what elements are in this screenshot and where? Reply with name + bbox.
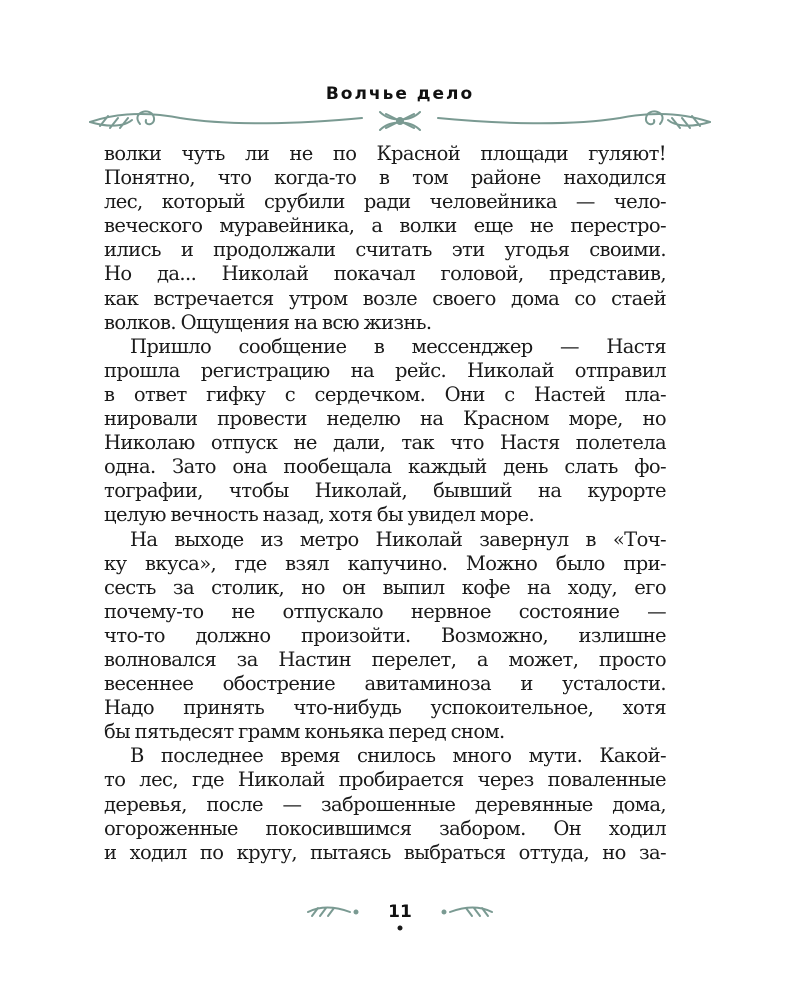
text-line: и ходил по кругу, пытаясь выбраться оттуда, но за-	[104, 840, 666, 864]
text-line: волновался за Настин перелет, а может, просто	[104, 647, 666, 671]
text-line: что-то должно произойти. Возможно, излишне	[104, 623, 666, 647]
page-number: 11	[388, 902, 412, 922]
text-line: почему-то не отпускало нервное состояние —	[104, 599, 666, 623]
text-line: весеннее обострение авитаминоза и усталости.	[104, 672, 666, 696]
text-line: Надо принять что-нибудь успокоительное, хотя	[104, 696, 666, 720]
text-line: На выходе из метро Николай завернул в «Точ-	[130, 527, 666, 551]
text-line: одна. Зато она пообещала каждый день слать фо-	[104, 455, 666, 479]
text-line: Понятно, что когда-то в том районе находился	[104, 166, 666, 190]
text-line: В последнее время снилось много мути. Какой-	[130, 744, 666, 768]
text-line: веческого муравейника, а волки еще не перестро-	[104, 214, 666, 238]
text-line: Но да... Николай покачал головой, представив,	[104, 262, 666, 286]
text-line: лес, который срубили ради человейника — чело-	[104, 190, 666, 214]
text-line: нировали провести неделю на Красном море, но	[104, 407, 666, 431]
text-line: ились и продолжали считать эти угодья своими.	[104, 238, 666, 262]
text-line: тографии, чтобы Николай, бывший на курорте	[104, 479, 666, 503]
text-line: Николаю отпуск не дали, так что Настя полетела	[104, 431, 666, 455]
text-line: как встречается утром возле своего дома со стаей	[104, 286, 666, 310]
text-line: прошла регистрацию на рейс. Николай отправил	[104, 358, 666, 382]
header-ornament	[80, 104, 720, 138]
text-line: деревья, после — заброшенные деревянные дома,	[104, 792, 666, 816]
text-line: целую вечность назад, хотя бы увидел море.	[104, 503, 535, 527]
text-line: в ответ гифку с сердечком. Они с Настей пла-	[104, 382, 666, 406]
text-line: волков. Ощущения на всю жизнь.	[104, 310, 432, 334]
text-line: волки чуть ли не по Красной площади гуляют!	[104, 142, 666, 165]
text-line: Пришло сообщение в мессенджер — Настя	[130, 334, 666, 358]
text-line: бы пятьдесят грамм коньяка перед сном.	[104, 720, 505, 744]
text-line: сесть за столик, но он выпил кофе на ходу, его	[104, 575, 666, 599]
text-line: огороженные покосившимся забором. Он ходил	[104, 816, 666, 840]
text-line: то лес, где Николай пробирается через поваленные	[104, 768, 666, 792]
running-head-title: Волчье дело	[325, 84, 475, 104]
body-text	[104, 142, 666, 865]
text-line: ку вкуса», где взял капучино. Можно было при-	[104, 551, 666, 575]
